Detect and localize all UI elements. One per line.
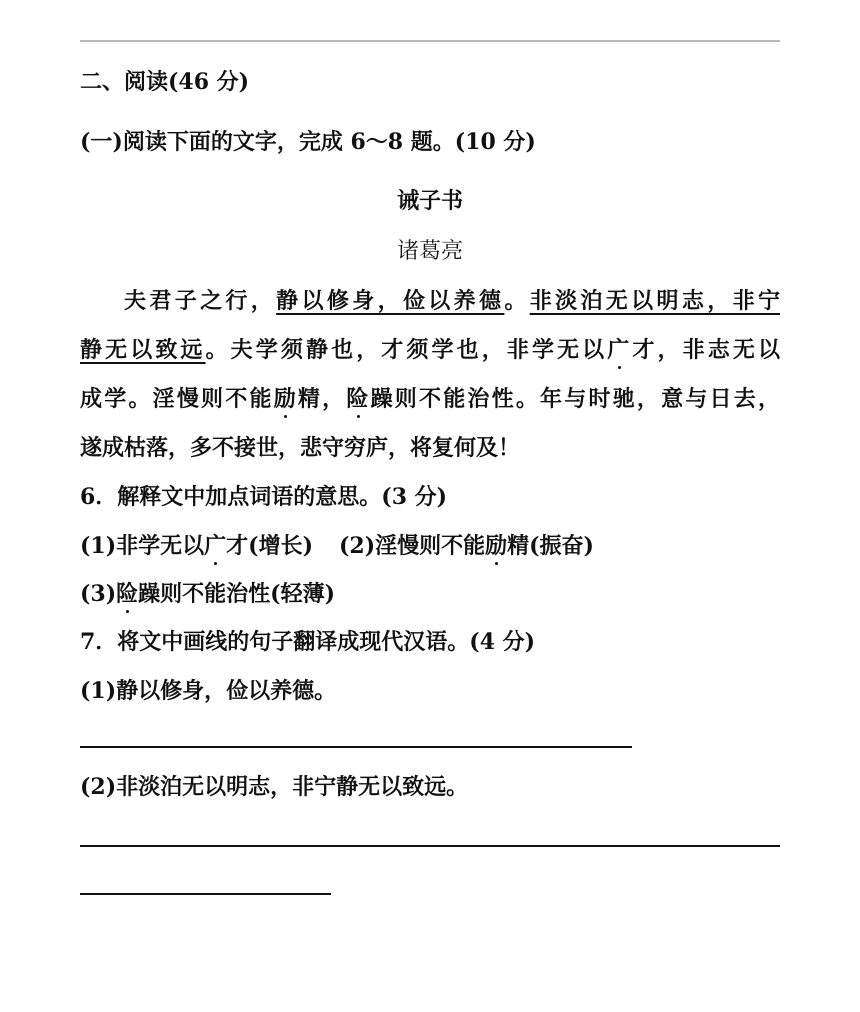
q6-item3-post: 躁则不能治性(轻薄): [138, 581, 335, 607]
answer-line-3[interactable]: [80, 893, 331, 895]
underlined-sentence-2-end: 静无以致远: [80, 337, 206, 363]
dotted-word-guang: 广: [204, 533, 227, 559]
q6-item1-post: 才(增长): [226, 533, 313, 559]
answer-line-1[interactable]: [80, 746, 632, 748]
question-6-stem: 6．解释文中加点词语的意思。(3 分): [80, 484, 448, 510]
passage-line-2: [80, 335, 780, 365]
q6-item2-pre: (2)淫慢则不能: [338, 533, 486, 559]
passage-line-1: [80, 286, 780, 316]
underlined-sentence-2: 非淡泊无以明志，非宁: [529, 288, 780, 314]
question-6-item-3: [80, 579, 780, 609]
dotted-word-xian: 险: [346, 386, 371, 412]
passage-author: 诸葛亮: [396, 239, 463, 264]
passage-text: 。: [504, 288, 530, 314]
dotted-word-li: 励: [273, 386, 298, 412]
q6-item2-post: 精(振奋): [507, 533, 594, 559]
passage-title: 诫子书: [396, 188, 463, 214]
passage-text: 躁则不能治性。年与时驰，意与日去，: [370, 386, 780, 412]
underlined-sentence-1: 静以修身，俭以养德: [276, 288, 505, 314]
passage-text: 才，非志无以: [632, 337, 780, 363]
question-7-item-1: (1)静以修身，俭以养德。: [80, 678, 337, 704]
passage-text: 成学。淫慢则不能: [80, 386, 274, 412]
question-7-item-2: (2)非淡泊无以明志，非宁静无以致远。: [80, 774, 469, 800]
section-heading: 二、阅读(46 分): [80, 69, 250, 95]
passage-text: 精，: [297, 386, 347, 412]
question-7-stem: 7．将文中画线的句子翻译成现代汉语。(4 分): [80, 629, 536, 655]
dotted-word-li: 励: [485, 533, 508, 559]
dotted-word-guang: 广: [607, 337, 633, 363]
q6-item3-pre: (3): [80, 581, 117, 607]
passage-text: 夫君子之行，: [124, 288, 277, 314]
reading-sub-heading: (一)阅读下面的文字，完成 6～8 题。(10 分): [80, 129, 536, 155]
top-divider: [80, 40, 780, 42]
q6-item1-pre: (1)非学无以: [80, 533, 205, 559]
question-6-items: [80, 531, 780, 561]
dotted-word-xian: 险: [116, 581, 139, 607]
passage-text: 。夫学须静也，才须学也，非学无以: [205, 337, 608, 363]
passage-line-4: 遂成枯落，多不接世，悲守穷庐，将复何及！: [80, 435, 521, 461]
passage-line-3: [80, 384, 780, 414]
answer-line-2[interactable]: [80, 845, 780, 847]
